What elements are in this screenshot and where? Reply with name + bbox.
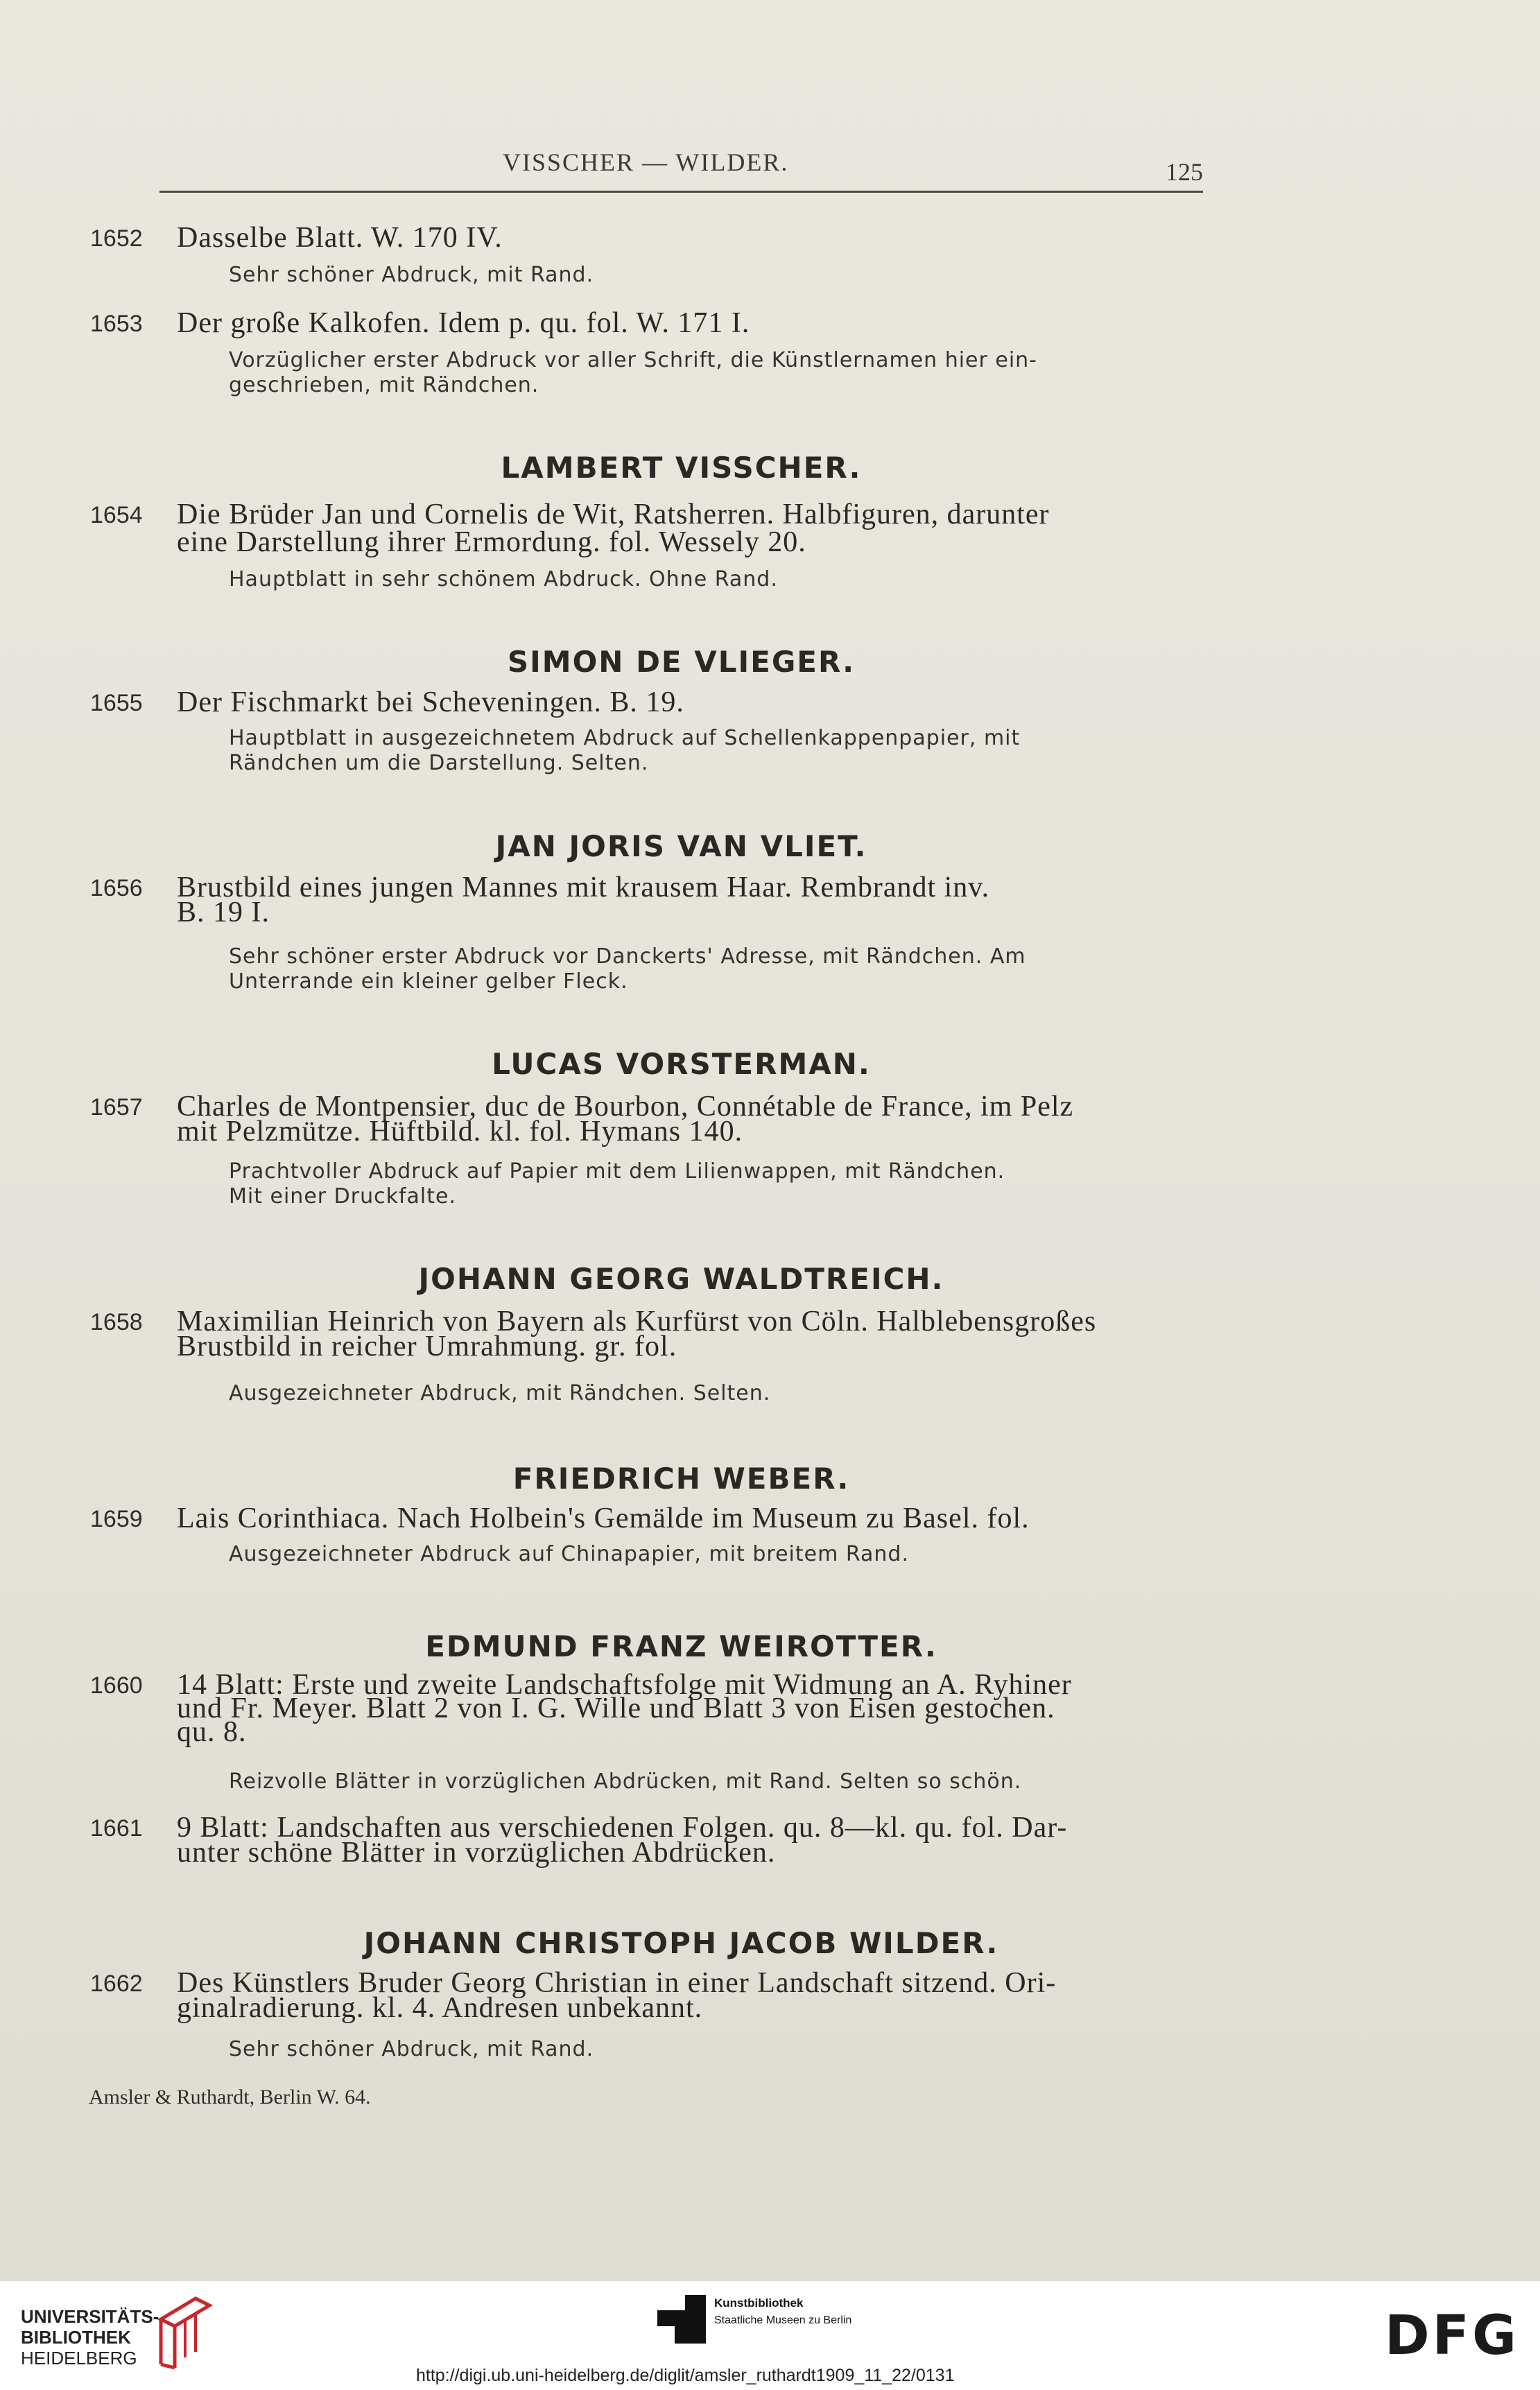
entry-number: 1658 — [90, 1309, 143, 1335]
entry-number: 1656 — [90, 875, 143, 901]
entry-note-line: Prachtvoller Abdruck auf Papier mit dem Lilienwappen, mit Rändchen. — [229, 1159, 1005, 1184]
entry-text-line: Der Fischmarkt bei Scheveningen. B. 19. — [177, 686, 684, 718]
ub-line: HEIDELBERG — [21, 2348, 137, 2369]
artist-heading: LUCAS VORSTERMAN. — [492, 1047, 871, 1081]
entry-number: 1653 — [90, 311, 143, 337]
entry-text-line: unter schöne Blätter in vorzüglichen Abdrücken. — [177, 1837, 776, 1869]
entry-number: 1652 — [90, 225, 143, 252]
entry-note-line: Sehr schöner Abdruck, mit Rand. — [229, 2037, 594, 2061]
entry-note-line: Unterrande ein kleiner gelber Fleck. — [229, 969, 628, 994]
running-title: VISSCHER — WILDER. — [503, 148, 789, 176]
artist-heading: JOHANN GEORG WALDTREICH. — [418, 1262, 944, 1296]
entry-note-line: Hauptblatt in ausgezeichnetem Abdruck auf Schellenkappenpapier, mit — [229, 726, 1021, 750]
entry-text-line: Lais Corinthiaca. Nach Holbein's Gemälde im Museum zu Basel. fol. — [177, 1503, 1030, 1534]
entry-text-line: 9 Blatt: Landschaften aus verschiedenen Folgen. qu. 8—kl. qu. fol. Dar- — [177, 1812, 1068, 1844]
entry-text-line: Der große Kalkofen. Idem p. qu. fol. W. 171 I. — [177, 307, 750, 339]
running-header — [159, 142, 1203, 193]
artist-heading: JOHANN CHRISTOPH JACOB WILDER. — [363, 1926, 999, 1960]
artist-heading: EDMUND FRANZ WEIROTTER. — [425, 1629, 937, 1663]
kunstbibliothek-logo-icon — [657, 2295, 706, 2344]
entry-number: 1660 — [90, 1672, 143, 1699]
artist-heading: SIMON DE VLIEGER. — [507, 645, 856, 679]
entry-text-line: qu. 8. — [177, 1716, 247, 1748]
entry-note-line: Mit einer Druckfalte. — [229, 1184, 457, 1209]
entry-note-line: Reizvolle Blätter in vorzüglichen Abdrücken, mit Rand. Selten so schön. — [229, 1769, 1022, 1794]
entry-text-line: ginalradierung. kl. 4. Andresen unbekannt. — [177, 1992, 703, 2024]
entry-note-line: geschrieben, mit Rändchen. — [229, 373, 539, 397]
entry-note-line: Ausgezeichneter Abdruck, mit Rändchen. Selten. — [229, 1381, 771, 1405]
ub-line: UNIVERSITÄTS- — [21, 2306, 159, 2327]
artist-heading: LAMBERT VISSCHER. — [501, 451, 862, 485]
publisher-imprint: Amsler & Ruthardt, Berlin W. 64. — [89, 2086, 371, 2108]
entry-text-line: Maximilian Heinrich von Bayern als Kurfürst von Cöln. Halblebensgroßes — [177, 1306, 1097, 1337]
dfg-logo: DFG — [1384, 2305, 1519, 2367]
ub-heidelberg-wordmark — [21, 2306, 159, 2369]
entry-note-line: Sehr schöner Abdruck, mit Rand. — [229, 263, 594, 287]
entry-note-line: Hauptblatt in sehr schönem Abdruck. Ohne Rand. — [229, 567, 778, 591]
entry-number: 1655 — [90, 690, 143, 716]
page-number: 125 — [1166, 158, 1203, 186]
entry-note-line: Rändchen um die Darstellung. Selten. — [229, 751, 649, 775]
entry-number: 1657 — [90, 1094, 143, 1120]
digitization-footer — [0, 2281, 1540, 2390]
entry-text-line: Des Künstlers Bruder Georg Christian in einer Landschaft sitzend. Ori- — [177, 1967, 1057, 1999]
entry-note-line: Vorzüglicher erster Abdruck vor aller Schrift, die Künstlernamen hier ein- — [229, 348, 1038, 372]
entry-text-line: 14 Blatt: Erste und zweite Landschaftsfolge mit Widmung an A. Ryhiner — [177, 1669, 1072, 1701]
entry-text-line: Die Brüder Jan und Cornelis de Wit, Ratsherren. Halbfiguren, darunter — [177, 499, 1050, 530]
entry-note-line: Ausgezeichneter Abdruck auf Chinapapier, mit breitem Rand. — [229, 1542, 909, 1566]
kb-subtitle: Staatliche Museen zu Berlin — [714, 2314, 852, 2326]
entry-text-line: mit Pelzmütze. Hüftbild. kl. fol. Hymans 140. — [177, 1116, 743, 1148]
entry-note-line: Sehr schöner erster Abdruck vor Danckerts' Adresse, mit Rändchen. Am — [229, 944, 1026, 969]
entry-text-line: Brustbild eines jungen Mannes mit krausem Haar. Rembrandt inv. — [177, 872, 990, 903]
entry-text-line: eine Darstellung ihrer Ermordung. fol. Wessely 20. — [177, 526, 806, 558]
kunstbibliothek-label — [714, 2295, 851, 2329]
entry-number: 1654 — [90, 502, 143, 528]
artist-heading: FRIEDRICH WEBER. — [512, 1462, 850, 1496]
kb-name: Kunstbibliothek — [714, 2296, 804, 2310]
entry-text-line: Dasselbe Blatt. W. 170 IV. — [177, 222, 503, 254]
entry-text-line: Brustbild in reicher Umrahmung. gr. fol. — [177, 1331, 677, 1362]
ub-heidelberg-logo-icon — [154, 2295, 216, 2371]
entry-number: 1659 — [90, 1506, 143, 1532]
entry-text-line: und Fr. Meyer. Blatt 2 von I. G. Wille und Blatt 3 von Eisen gestochen. — [177, 1692, 1055, 1724]
artist-heading: JAN JORIS VAN VLIET. — [495, 829, 867, 863]
ub-line: BIBLIOTHEK — [21, 2327, 131, 2348]
entry-text-line: B. 19 I. — [177, 897, 270, 928]
entry-text-line: Charles de Montpensier, duc de Bourbon, Connétable de France, im Pelz — [177, 1091, 1074, 1123]
permalink-url[interactable]: http://digi.ub.uni-heidelberg.de/diglit/amsler_ruthardt1909_11_22/0131 — [416, 2366, 955, 2385]
entry-number: 1661 — [90, 1815, 143, 1842]
entry-number: 1662 — [90, 1971, 143, 1997]
